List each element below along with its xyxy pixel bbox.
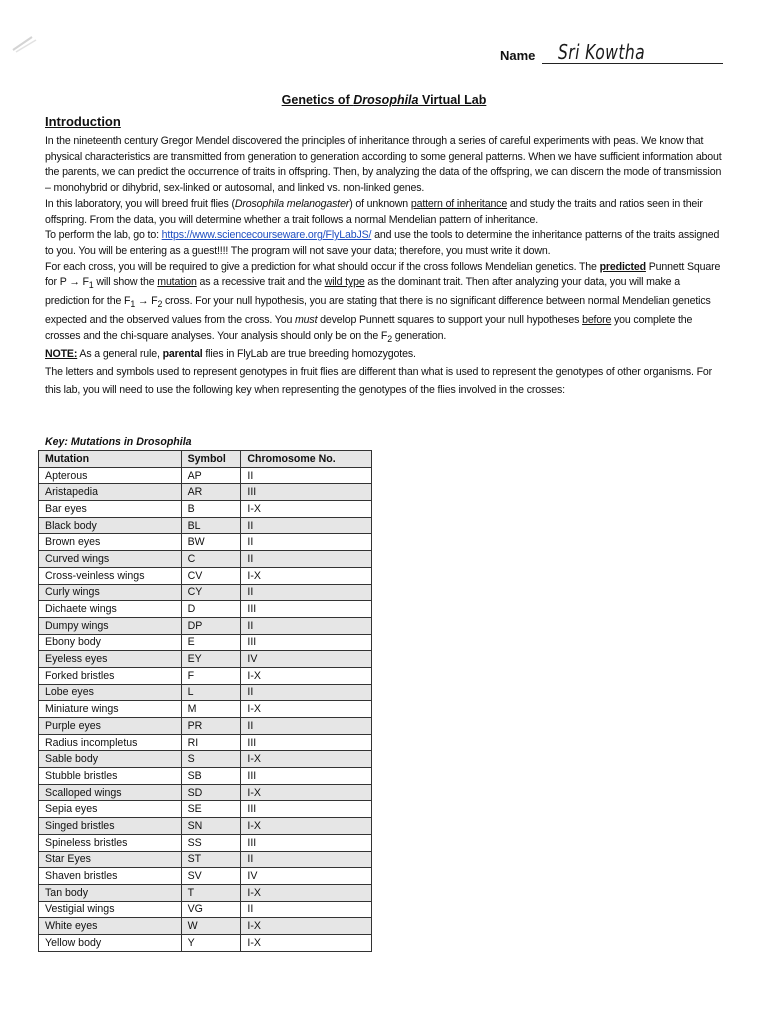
cell-symbol: SB: [181, 768, 241, 785]
cell-mutation: Shaven bristles: [39, 868, 182, 885]
cell-symbol: SS: [181, 834, 241, 851]
cell-chromosome: II: [241, 517, 372, 534]
wild-type-word: wild type: [324, 276, 365, 289]
cell-chromosome: III: [241, 801, 372, 818]
cell-chromosome: III: [241, 634, 372, 651]
note-text-a: As a general rule,: [77, 348, 163, 361]
cell-chromosome: II: [241, 617, 372, 634]
cell-symbol: S: [181, 751, 241, 768]
paragraph-key-intro: The letters and symbols used to represent genotypes in fruit flies are different than what is used to represent the genotypes of other organisms. For this lab, you will need to use the following key when representing the genotypes of the flies involved in the crosses:: [45, 366, 713, 397]
cell-symbol: C: [181, 551, 241, 568]
p4-text-j: generation.: [392, 329, 447, 342]
cell-mutation: Scalloped wings: [39, 784, 182, 801]
cell-mutation: Vestigial wings: [39, 901, 182, 918]
cell-chromosome: I-X: [241, 501, 372, 518]
cell-symbol: SN: [181, 818, 241, 835]
cell-symbol: PR: [181, 718, 241, 735]
p4-text-g: cross. For your null hypothesis, you are stating that there is no significant difference between normal Mendelian genetics expected and the observed values from the cross. You: [45, 295, 711, 326]
handwritten-name: Sri Kowtha: [558, 40, 646, 64]
table-row: [39, 884, 372, 901]
introduction-heading: Introduction: [45, 114, 121, 129]
p4-text-d: as a recessive trait and the: [196, 276, 325, 289]
cell-mutation: Sepia eyes: [39, 801, 182, 818]
cell-symbol: L: [181, 684, 241, 701]
table-row: [39, 818, 372, 835]
before-word: before: [582, 313, 612, 326]
cell-symbol: CV: [181, 567, 241, 584]
cell-chromosome: IV: [241, 868, 372, 885]
table-row: [39, 934, 372, 951]
p4-text-i: you complete the crosses and the chi-square analyses. Your analysis should only be on the F: [45, 313, 693, 342]
cell-symbol: ST: [181, 851, 241, 868]
table-row: [39, 651, 372, 668]
cell-mutation: Singed bristles: [39, 818, 182, 835]
title-prefix: Genetics of: [281, 93, 354, 107]
table-row: [39, 801, 372, 818]
p4-text-e: as the dominant trait. Then after analyzing your data, you will make a prediction for the F: [45, 276, 680, 308]
pencil-mark-icon: [10, 32, 40, 54]
cell-chromosome: II: [241, 551, 372, 568]
note-text-b: flies in FlyLab are true breeding homozygotes.: [202, 348, 416, 361]
title-italic: Drosophila: [353, 93, 419, 107]
table-row: [39, 534, 372, 551]
cell-mutation: Curved wings: [39, 551, 182, 568]
introduction-body: [45, 134, 725, 399]
cell-mutation: Yellow body: [39, 934, 182, 951]
cell-chromosome: III: [241, 601, 372, 618]
table-row: [39, 567, 372, 584]
table-row: [39, 701, 372, 718]
cell-symbol: RI: [181, 734, 241, 751]
cell-chromosome: I-X: [241, 751, 372, 768]
cell-chromosome: II: [241, 718, 372, 735]
cell-chromosome: II: [241, 584, 372, 601]
p2-text-c: and study the traits and ratios seen in their offspring. From the data, you will determine whether a trait follows a normal Mendelian pattern of inheritance.: [45, 197, 703, 226]
table-row: [39, 784, 372, 801]
cell-chromosome: III: [241, 834, 372, 851]
table-row: [39, 918, 372, 935]
cell-mutation: Purple eyes: [39, 718, 182, 735]
cell-chromosome: I-X: [241, 818, 372, 835]
cell-chromosome: II: [241, 901, 372, 918]
cell-mutation: Miniature wings: [39, 701, 182, 718]
header-chromosome: Chromosome No.: [241, 451, 372, 468]
cell-mutation: Bar eyes: [39, 501, 182, 518]
cell-chromosome: III: [241, 484, 372, 501]
cell-mutation: Brown eyes: [39, 534, 182, 551]
flylab-link[interactable]: https://www.sciencecourseware.org/FlyLabJS/: [161, 229, 372, 242]
table-row: [39, 467, 372, 484]
name-field: [500, 40, 730, 68]
table-row: [39, 617, 372, 634]
cell-symbol: D: [181, 601, 241, 618]
table-row: [39, 584, 372, 601]
cell-chromosome: III: [241, 768, 372, 785]
cell-symbol: DP: [181, 617, 241, 634]
cell-mutation: Eyeless eyes: [39, 651, 182, 668]
cell-chromosome: II: [241, 684, 372, 701]
paragraph-breeding: [45, 197, 725, 228]
p4-text-b: Punnett Square for P → F: [45, 260, 721, 289]
cell-symbol: SE: [181, 801, 241, 818]
cell-symbol: T: [181, 884, 241, 901]
cell-symbol: EY: [181, 651, 241, 668]
cell-symbol: AR: [181, 484, 241, 501]
key-caption: Key: Mutations in Drosophila: [45, 436, 192, 448]
cell-symbol: B: [181, 501, 241, 518]
cell-symbol: Y: [181, 934, 241, 951]
mutation-word: mutation: [157, 276, 197, 289]
table-row: [39, 768, 372, 785]
table-row: [39, 634, 372, 651]
table-row: [39, 517, 372, 534]
cell-symbol: SD: [181, 784, 241, 801]
mutations-table: [38, 450, 372, 952]
p4-text-f: → F: [135, 295, 158, 308]
p4-text-c: will show the: [93, 276, 158, 289]
p3-text-a: To perform the lab, go to:: [45, 229, 162, 242]
p2-text-b: ) of unknown: [349, 197, 411, 210]
predicted-word: predicted: [599, 260, 646, 273]
cell-symbol: E: [181, 634, 241, 651]
cell-mutation: Aristapedia: [39, 484, 182, 501]
cell-chromosome: I-X: [241, 667, 372, 684]
table-header-row: [39, 451, 372, 468]
note-label: NOTE:: [45, 348, 78, 361]
cell-symbol: F: [181, 667, 241, 684]
name-label: Name: [500, 48, 536, 63]
table-row: [39, 901, 372, 918]
cell-mutation: Forked bristles: [39, 667, 182, 684]
paragraph-link: [45, 228, 725, 259]
cell-mutation: Black body: [39, 517, 182, 534]
sub-2: 1: [130, 299, 136, 310]
cell-chromosome: I-X: [241, 918, 372, 935]
cell-mutation: Dichaete wings: [39, 601, 182, 618]
cell-mutation: Curly wings: [39, 584, 182, 601]
p3-text-b: and use the tools to determine the inheritance patterns of the traits assigned to you. You will be entering as a guest!!!! The program will not save your data; therefore, you must write it down.: [45, 229, 720, 257]
cell-symbol: BW: [181, 534, 241, 551]
cell-mutation: Stubble bristles: [39, 768, 182, 785]
header-mutation: Mutation: [39, 451, 182, 468]
cell-symbol: VG: [181, 901, 241, 918]
title-suffix: Virtual Lab: [418, 93, 487, 107]
cell-chromosome: I-X: [241, 884, 372, 901]
paragraph-note: [45, 347, 725, 363]
table-row: [39, 601, 372, 618]
cell-chromosome: IV: [241, 651, 372, 668]
cell-symbol: AP: [181, 467, 241, 484]
cell-mutation: Sable body: [39, 751, 182, 768]
cell-chromosome: II: [241, 534, 372, 551]
document-title: [0, 93, 768, 107]
header-symbol: Symbol: [181, 451, 241, 468]
species-name: Drosophila melanogaster: [234, 197, 350, 210]
cell-mutation: Ebony body: [39, 634, 182, 651]
cell-symbol: CY: [181, 584, 241, 601]
cell-mutation: Radius incompletus: [39, 734, 182, 751]
table-row: [39, 551, 372, 568]
sub-1: 1: [88, 280, 94, 291]
cell-symbol: M: [181, 701, 241, 718]
pattern-of-inheritance: pattern of inheritance: [410, 197, 508, 210]
must-word: must: [295, 313, 318, 326]
cell-mutation: Dumpy wings: [39, 617, 182, 634]
paragraph-mendel: In the nineteenth century Gregor Mendel discovered the principles of inheritance through a series of careful experiments with peas. We know that physical characteristics are transmitted from generation to generation according to some general patterns. When we have sufficient information about the parents, we can predict the occurrence of traits in offspring. Then, by analyzing the data of the offspring, we can discern the mode of transmission – monohybrid or dihybrid, sex-linked or autosomal, and linked vs. non-linked genes.: [45, 135, 722, 195]
table-row: [39, 667, 372, 684]
table-row: [39, 751, 372, 768]
table-row: [39, 851, 372, 868]
cell-mutation: Spineless bristles: [39, 834, 182, 851]
p4-text-a: For each cross, you will be required to give a prediction for what should occur if the cross follows Mendelian genetics. The: [45, 260, 600, 273]
cell-chromosome: I-X: [241, 567, 372, 584]
cell-symbol: W: [181, 918, 241, 935]
cell-chromosome: I-X: [241, 784, 372, 801]
table-row: [39, 501, 372, 518]
cell-mutation: Lobe eyes: [39, 684, 182, 701]
paragraph-prediction: [45, 260, 725, 348]
p2-text-a: In this laboratory, you will breed fruit flies (: [45, 197, 235, 210]
cell-mutation: Tan body: [39, 884, 182, 901]
table-row: [39, 484, 372, 501]
sub-3: 2: [157, 299, 163, 310]
table-row: [39, 834, 372, 851]
cell-chromosome: I-X: [241, 701, 372, 718]
parental-word: parental: [162, 348, 203, 361]
cell-mutation: Apterous: [39, 467, 182, 484]
table-body: [39, 467, 372, 951]
cell-chromosome: II: [241, 851, 372, 868]
sub-4: 2: [387, 333, 393, 344]
cell-mutation: White eyes: [39, 918, 182, 935]
cell-symbol: SV: [181, 868, 241, 885]
table-row: [39, 734, 372, 751]
table-row: [39, 684, 372, 701]
cell-mutation: Star Eyes: [39, 851, 182, 868]
cell-mutation: Cross-veinless wings: [39, 567, 182, 584]
cell-chromosome: III: [241, 734, 372, 751]
table-row: [39, 718, 372, 735]
cell-chromosome: II: [241, 467, 372, 484]
table-row: [39, 868, 372, 885]
p4-text-h: develop Punnett squares to support your null hypotheses: [317, 313, 583, 326]
cell-chromosome: I-X: [241, 934, 372, 951]
cell-symbol: BL: [181, 517, 241, 534]
